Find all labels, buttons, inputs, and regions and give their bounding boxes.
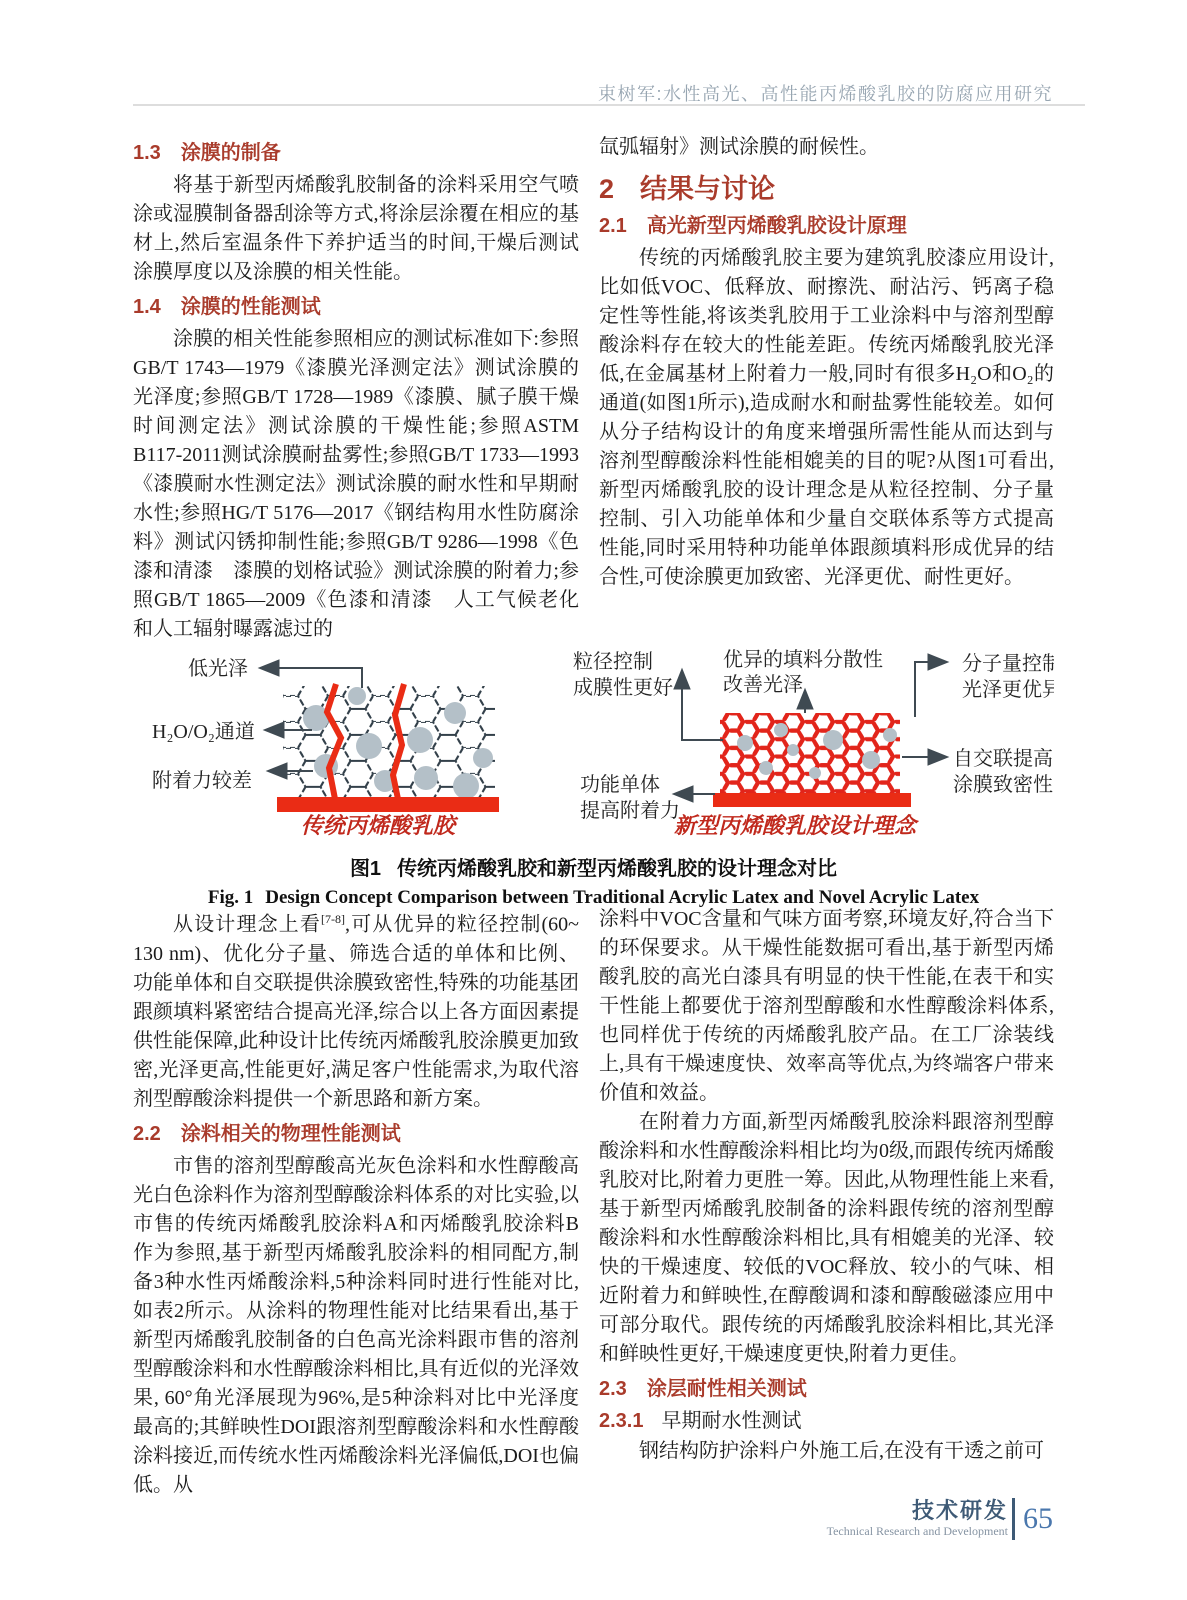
figure-caption-cn: 图1 传统丙烯酸乳胶和新型丙烯酸乳胶的设计理念对比 — [349, 858, 838, 880]
paragraph-continuation: 氙弧辐射》测试涂膜的耐候性。 — [599, 136, 879, 158]
label-h2o-o2-channel: H₂O/O₂通道 — [152, 721, 255, 743]
label-poor-adhesion: 附着力较差 — [152, 770, 252, 792]
section-number: 2.3.1 — [599, 1410, 644, 1432]
section-title: 涂膜的制备 — [180, 142, 281, 164]
section-title: 结果与讨论 — [640, 174, 776, 204]
section-heading-2-1 — [599, 212, 1054, 240]
running-head: 束树军:水性高光、高性能丙烯酸乳胶的防腐应用研究 — [598, 84, 1053, 104]
label-particle-size-control: 粒径控制 — [573, 651, 653, 673]
section-heading-2-2 — [133, 1120, 579, 1148]
footer-section-cn: 技术研发 — [911, 1498, 1008, 1523]
novel-latex-caption: 新型丙烯酸乳胶设计理念 — [673, 813, 917, 838]
section-title: 早期耐水性测试 — [661, 1410, 802, 1432]
label-film-density: 涂膜致密性 — [953, 774, 1053, 796]
section-number: 2 — [599, 174, 615, 204]
traditional-latex-panel — [152, 657, 499, 838]
section-title: 涂料相关的物理性能测试 — [180, 1122, 401, 1145]
label-functional-monomer: 功能单体 — [580, 774, 660, 796]
label-self-crosslink: 自交联提高 — [953, 748, 1053, 770]
section-number: 2.3 — [599, 1378, 627, 1400]
citation-ref: [7-8] — [321, 912, 346, 926]
paragraph-early-water-resistance: 钢结构防护涂料户外施工后,在没有干透之前可 — [639, 1440, 1044, 1462]
section-number: 2.2 — [133, 1122, 161, 1145]
column-top-left — [133, 133, 579, 644]
column-bottom-left — [133, 905, 579, 1500]
label-low-gloss: 低光泽 — [188, 658, 248, 680]
paragraph-performance-test-standards: 涂膜的相关性能参照相应的测试标准如下:参照GB/T 1743—1979《漆膜光泽测定法》测试涂膜的光泽度;参照GB/T 1728—1989《漆膜、腻子膜干燥时间测定法》测试涂膜的干燥性能;参照ASTM B117-2011测试涂膜耐盐雾性;参照GB/T 1733—1993《漆膜耐水性测定法》测试涂膜的耐水性和早期耐水性;参照HG/T 5176—2017《钢结构用水性防腐涂料》测试闪锈抑制性能;参照GB/T 9286—1998《色漆和清漆 漆膜的划格试验》测试涂膜的附着力;参照GB/T 1865—2009《色漆和清漆 人工气候老化和人工辐射曝露滤过的 — [133, 328, 579, 640]
column-top-right — [599, 133, 1054, 592]
paragraph-design-concept: 从设计理念上看[7-8],可从优异的粒径控制(60~ 130 nm)、优化分子量、筛选合适的单体和比例、功能单体和自交联提供涂膜致密性,特殊的功能基团跟颜填料紧密结合提高光泽,综合以上各方面因素提供性能保障,此种设计比传统丙烯酸乳胶涂膜更加致密,光泽更高,性能更好,满足客户性能需求,为取代溶剂型醇酸涂料提供一个新思路和新方案。 — [133, 912, 580, 1110]
traditional-latex-caption: 传统丙烯酸乳胶 — [300, 813, 456, 838]
section-number: 1.3 — [133, 142, 161, 164]
paragraph-design-principle: 传统的丙烯酸乳胶主要为建筑乳胶漆应用设计,比如低VOC、低释放、耐擦洗、耐沾污、钙离子稳定性等性能,将该类乳胶用于工业涂料中与溶剂型醇酸涂料存在较大的性能差距。传统丙烯酸乳胶光泽低,在金属基材上附着力一般,同时有很多H₂O和O₂的通道(如图1所示),造成耐水和耐盐雾性能较差。如何从分子结构设计的角度来增强所需性能从而达到与溶剂型醇酸涂料性能相媲美的目的呢?从图1可看出,新型丙烯酸乳胶的设计理念是从粒径控制、分子量控制、引入功能单体和少量自交联体系等方式提高性能,同时采用特种功能单体跟颜填料形成优异的结合性,可使涂膜更加致密、光泽更优、耐性更好。 — [599, 247, 1054, 588]
figure-number-en: Fig. 1 — [207, 887, 254, 908]
paragraph-physical-performance: 市售的溶剂型醇酸高光灰色涂料和水性醇酸高光白色涂料作为溶剂型醇酸涂料体系的对比实验,以市售的传统丙烯酸乳胶涂料A和丙烯酸乳胶涂料B作为参照,基于新型丙烯酸乳胶涂料的相同配方,制备3种水性丙烯酸涂料,5种涂料同时进行性能对比,如表2所示。从涂料的物理性能对比结果看出,基于新型丙烯酸乳胶制备的白色高光涂料跟市售的溶剂型醇酸涂料和水性醇酸涂料相比,具有近似的光泽效果, 60°角光泽展现为96%,是5种涂料对比中光泽度最高的;其鲜映性DOI跟溶剂型醇酸涂料和水性醇酸涂料接近,而传统水性丙烯酸涂料光泽偏低,DOI也偏低。从 — [133, 1154, 579, 1496]
figure-caption-en: Fig. 1 Design Concept Comparison between Traditional Acrylic Latex and Novel Acrylic Latex — [207, 887, 980, 908]
label-filler-dispersion: 优异的填料分散性 — [723, 649, 883, 671]
paragraph-adhesion: 在附着力方面,新型丙烯酸乳胶涂料跟溶剂型醇酸涂料和水性醇酸涂料相比均为0级,而跟传统丙烯酸乳胶对比,附着力更胜一筹。因此,从物理性能上来看,基于新型丙烯酸乳胶制备的涂料跟传统的溶剂型醇酸涂料和水性醇酸涂料相比,具有相媲美的光泽、较快的干燥速度、较低的VOC释放、较小的气味、相近附着力和鲜映性,在醇酸调和漆和醇酸磁漆应用中可部分取代。跟传统的丙烯酸乳胶涂料相比,其光泽和鲜映性更好,干燥速度更快,附着力更佳。 — [599, 1111, 1054, 1365]
substrate-bar — [713, 793, 911, 807]
section-number: 1.4 — [133, 296, 161, 318]
section-title: 涂膜的性能测试 — [180, 296, 321, 318]
section-heading-1-3 — [133, 139, 579, 167]
figure1-diagram — [133, 618, 1054, 845]
section-title: 涂层耐性相关测试 — [646, 1378, 807, 1400]
figure-1 — [133, 618, 1054, 909]
section-heading-2-3-1 — [599, 1407, 1054, 1435]
footer-section-block — [827, 1499, 1008, 1539]
footer-divider-bar — [1012, 1498, 1015, 1540]
label-improve-adhesion: 提高附着力 — [580, 800, 680, 822]
section-heading-2 — [599, 172, 1054, 206]
paragraph-voc-drying: 涂料中VOC含量和气味方面考察,环境友好,符合当下的环保要求。从干燥性能数据可看出,基于新型丙烯酸乳胶的高光白漆具有明显的快干性能,在表干和实干性能上都要优于溶剂型醇酸和水性醇酸涂料体系,也同样优于传统的丙烯酸乳胶产品。在工厂涂装线上,具有干燥速度快、效率高等优点,为终端客户带来价值和效益。 — [599, 908, 1054, 1104]
section-title: 高光新型丙烯酸乳胶设计原理 — [646, 215, 907, 237]
label-improve-gloss: 改善光泽 — [723, 674, 803, 696]
section-heading-1-4 — [133, 293, 579, 321]
label-better-gloss: 光泽更优异 — [962, 679, 1054, 701]
header-rule — [133, 104, 1085, 106]
column-bottom-right — [599, 905, 1054, 1466]
page-number: 65 — [1023, 1502, 1053, 1535]
section-heading-2-3 — [599, 1375, 1054, 1403]
figure-number-cn: 图1 — [349, 858, 382, 880]
novel-latex-panel — [573, 648, 1054, 838]
substrate-bar — [277, 797, 499, 812]
section-number: 2.1 — [599, 215, 627, 237]
footer-section-en: Technical Research and Development — [826, 1524, 1008, 1538]
paragraph-coating-preparation: 将基于新型丙烯酸乳胶制备的涂料采用空气喷涂或湿膜制备器刮涂等方式,将涂层涂覆在相应的基材上,然后室温条件下养护适当的时间,干燥后测试涂膜厚度以及涂膜的相关性能。 — [133, 174, 579, 283]
label-film-forming: 成膜性更好 — [573, 677, 673, 699]
page-footer — [827, 1498, 1053, 1540]
label-molecular-weight: 分子量控制 — [962, 653, 1054, 675]
